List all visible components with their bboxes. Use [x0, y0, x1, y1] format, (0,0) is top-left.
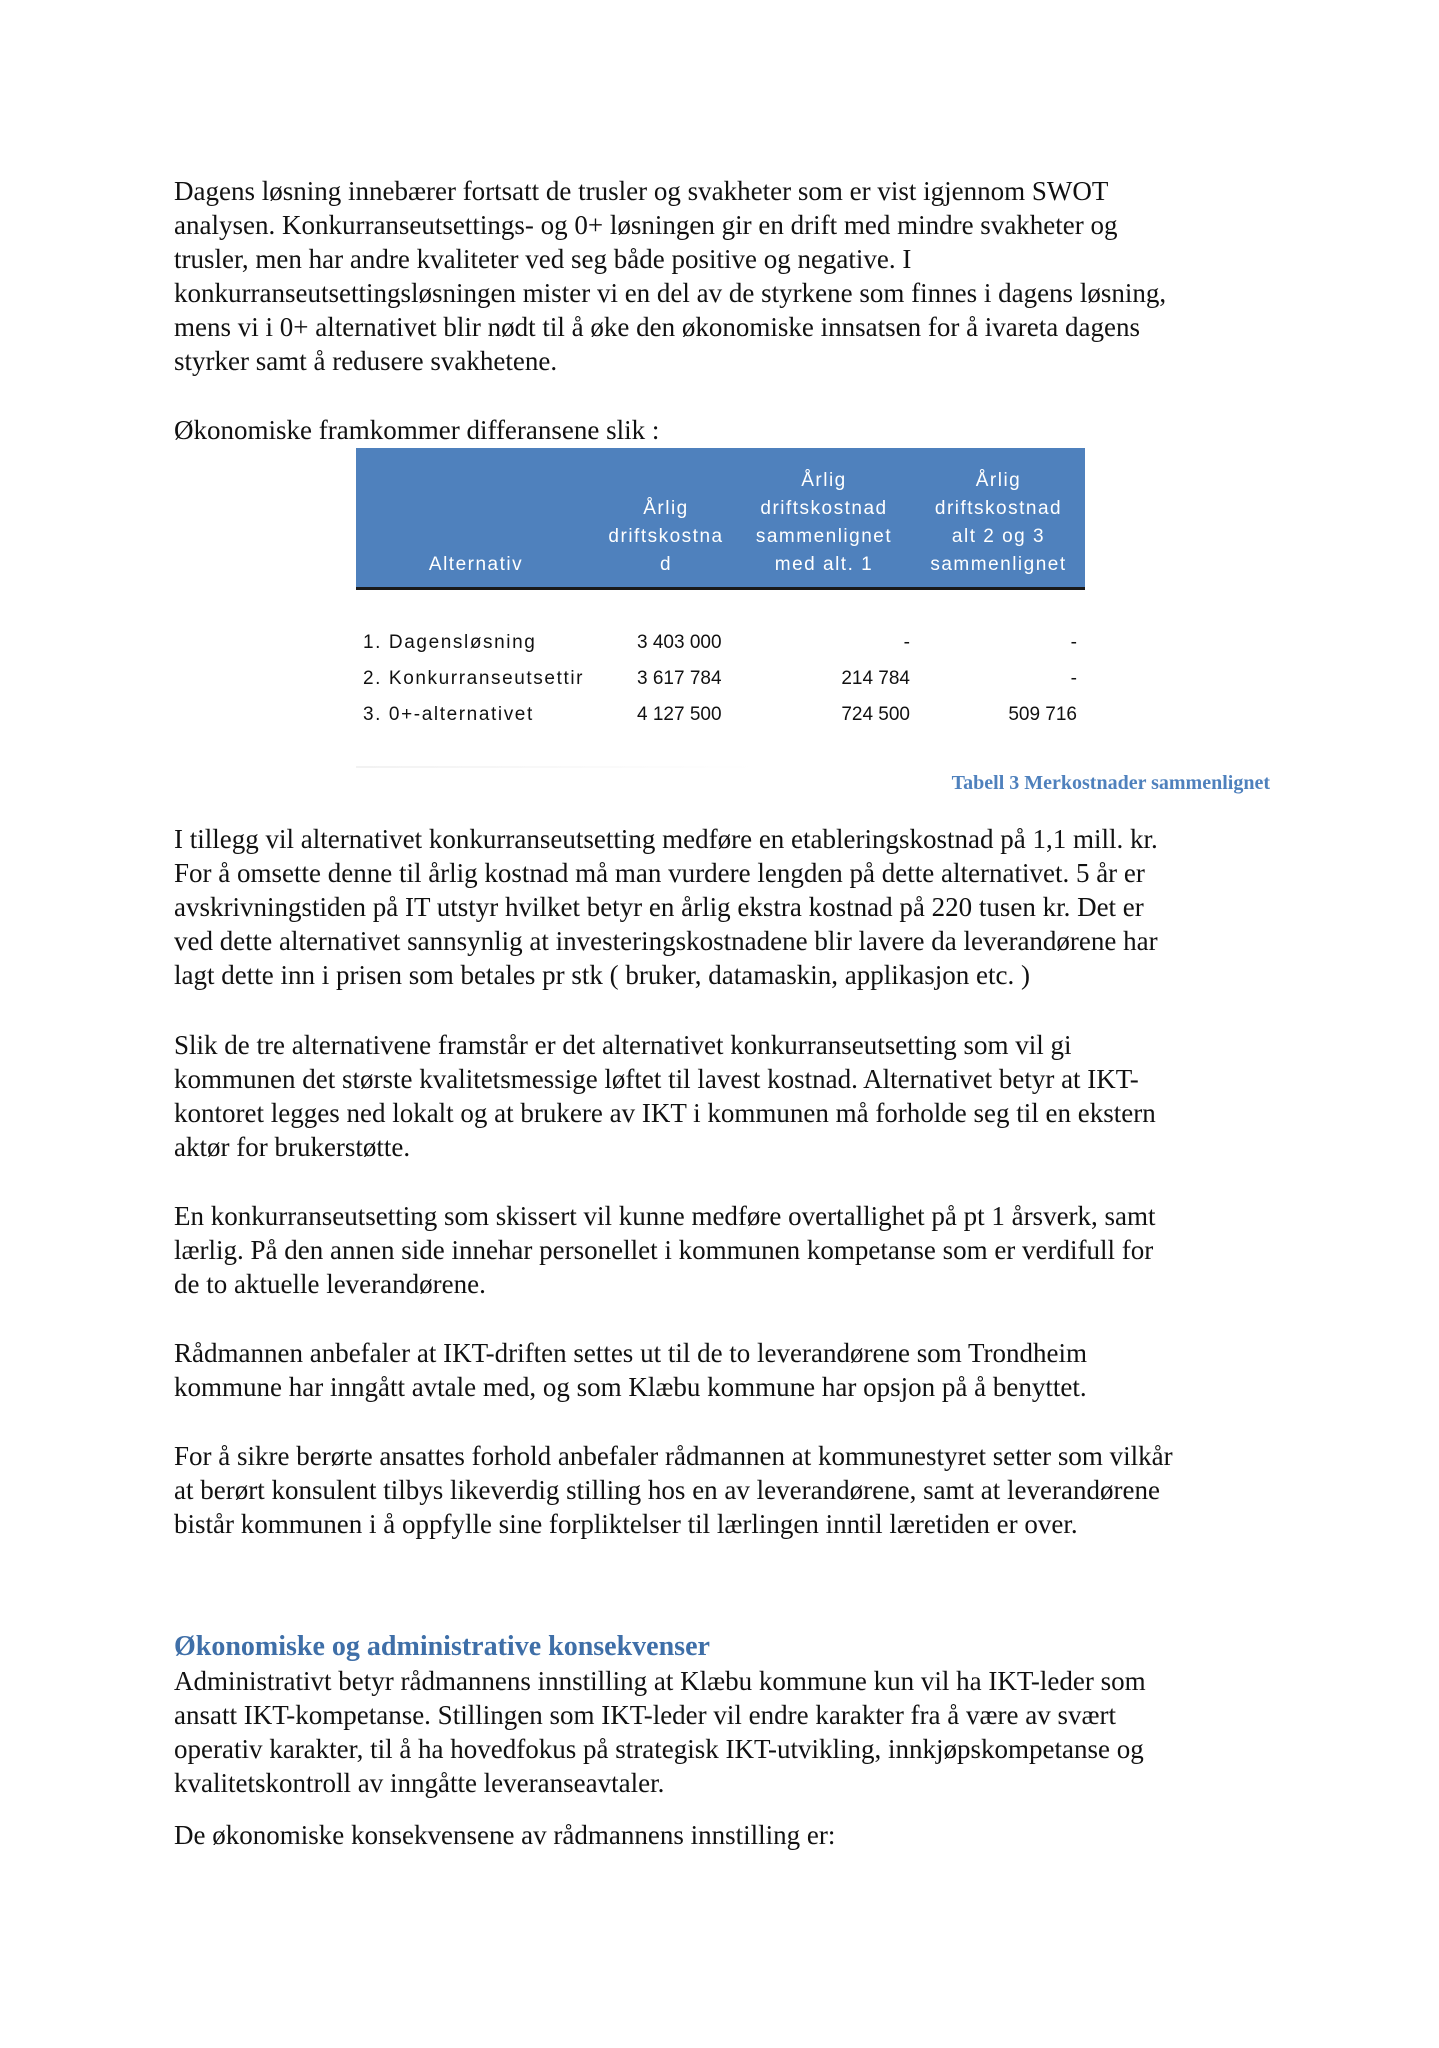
- text-line: Økonomiske framkommer differansene slik :: [174, 415, 660, 445]
- text-line: De økonomiske konsekvensene av rådmannens innstilling er:: [174, 1820, 836, 1850]
- text-line: Rådmannen anbefaler at IKT-driften settes ut til de to leverandørene som Trondheim: [174, 1338, 1088, 1368]
- table-cell-alt2-vs-alt3: 509 716: [1008, 704, 1077, 725]
- column-header-cost-vs-alt1: Årlig driftskostnad sammenlignet med alt. 1: [755, 470, 893, 575]
- paragraph-recommendation: [174, 1336, 1284, 1404]
- table-header: [356, 448, 1085, 590]
- text-line: aktør for brukerstøtte.: [174, 1132, 411, 1162]
- paragraph-establishment-cost: [174, 822, 1284, 992]
- table-row: [356, 628, 1085, 658]
- text-line: Dagens løsning innebærer fortsatt de trusler og svakheter som er vist igjennom SWOT: [174, 176, 1109, 206]
- text-line: lærlig. På den annen side innehar personellet i kommunen kompetanse som er verdifull for: [174, 1235, 1154, 1265]
- paragraph-swot-summary: [174, 174, 1284, 378]
- text-line: analysen. Konkurranseutsettings- og 0+ løsningen gir en drift med mindre svakheter og: [174, 210, 1118, 240]
- text-line: For å omsette denne til årlig kostnad må man vurdere lengden på dette alternativet. 5 år er: [174, 858, 1145, 888]
- column-header-annual-cost: Årlig driftskostna d: [608, 498, 724, 575]
- text-line: kvalitetskontroll av inngåtte leveranseavtaler.: [174, 1768, 665, 1798]
- text-line: Slik de tre alternativene framstår er det alternativet konkurranseutsetting som vil gi: [174, 1030, 1072, 1060]
- table-bottom-edge: [356, 766, 756, 768]
- table-row: [356, 664, 1085, 694]
- text-line: kommunen det største kvalitetsmessige løftet til lavest kostnad. Alternativet betyr at IKT-: [174, 1064, 1139, 1094]
- table-cell-annual-cost: 3 617 784: [637, 668, 722, 689]
- paragraph-administrative-consequences: [174, 1664, 1284, 1800]
- paragraph-table-intro: [174, 413, 1284, 447]
- text-line: kommune har inngått avtale med, og som Klæbu kommune har opsjon på å benyttet.: [174, 1372, 1087, 1402]
- text-line: I tillegg vil alternativet konkurranseutsetting medføre en etableringskostnad på 1,1 mill. kr.: [174, 824, 1158, 854]
- table-row: [356, 700, 1085, 730]
- text-line: de to aktuelle leverandørene.: [174, 1269, 486, 1299]
- column-header-alt2-vs-alt3: Årlig driftskostnad alt 2 og 3 sammenlignet: [930, 470, 1067, 575]
- table-caption: Tabell 3 Merkostnader sammenlignet: [951, 772, 1270, 794]
- paragraph-quality-assessment: [174, 1028, 1284, 1164]
- table-cell-vs-alt1: 724 500: [841, 704, 910, 725]
- text-line: lagt dette inn i prisen som betales pr stk ( bruker, datamaskin, applikasjon etc. ): [174, 960, 1030, 990]
- column-header-alternative: Alternativ: [428, 554, 524, 575]
- table-cell-alternative: 1. Dagensløsning: [363, 632, 537, 653]
- table-cell-vs-alt1: -: [903, 632, 910, 653]
- text-line: kontoret legges ned lokalt og at brukere av IKT i kommunen må forholde seg til en ekstern: [174, 1098, 1156, 1128]
- table-cell-alternative: 2. Konkurranseutsettir: [363, 668, 585, 689]
- text-line: at berørt konsulent tilbys likeverdig stilling hos en av leverandørene, samt at leverandørene: [174, 1475, 1160, 1505]
- text-line: ansatt IKT-kompetanse. Stillingen som IKT-leder vil endre karakter fra å være av svært: [174, 1700, 1116, 1730]
- text-line: konkurranseutsettingsløsningen mister vi en del av de styrkene som finnes i dagens løsning,: [174, 278, 1167, 308]
- paragraph-staffing: [174, 1199, 1284, 1301]
- text-line: avskrivningstiden på IT utstyr hvilket betyr en årlig ekstra kostnad på 220 tusen kr. Det er: [174, 892, 1144, 922]
- table-cell-vs-alt1: 214 784: [841, 668, 910, 689]
- table-cell-alternative: 3. 0+-alternativet: [363, 704, 534, 725]
- table-cell-alt2-vs-alt3: -: [1070, 632, 1077, 653]
- paragraph-economic-consequences-intro: [174, 1818, 1284, 1852]
- text-line: operativ karakter, til å ha hovedfokus på strategisk IKT-utvikling, innkjøpskompetanse og: [174, 1734, 1144, 1764]
- text-line: styrker samt å redusere svakhetene.: [174, 346, 558, 376]
- text-line: mens vi i 0+ alternativet blir nødt til å øke den økonomiske innsatsen for å ivareta dagens: [174, 312, 1140, 342]
- table-cell-annual-cost: 4 127 500: [637, 704, 722, 725]
- text-line: Administrativt betyr rådmannens innstilling at Klæbu kommune kun vil ha IKT-leder som: [174, 1666, 1146, 1696]
- text-line: En konkurranseutsetting som skissert vil kunne medføre overtallighet på pt 1 årsverk, samt: [174, 1201, 1156, 1231]
- text-line: ved dette alternativet sannsynlig at investeringskostnadene blir lavere da leverandørene har: [174, 926, 1158, 956]
- paragraph-employee-conditions: [174, 1439, 1284, 1541]
- table-cell-annual-cost: 3 403 000: [637, 632, 722, 653]
- table-cell-alt2-vs-alt3: -: [1070, 668, 1077, 689]
- text-line: bistår kommunen i å oppfylle sine forpliktelser til lærlingen inntil læretiden er over.: [174, 1509, 1078, 1539]
- section-heading-consequences: Økonomiske og administrative konsekvenser: [174, 1631, 710, 1662]
- cost-comparison-table: [356, 448, 1085, 725]
- text-line: trusler, men har andre kvaliteter ved seg både positive og negative. I: [174, 244, 912, 274]
- text-line: For å sikre berørte ansattes forhold anbefaler rådmannen at kommunestyret setter som vilkår: [174, 1441, 1173, 1471]
